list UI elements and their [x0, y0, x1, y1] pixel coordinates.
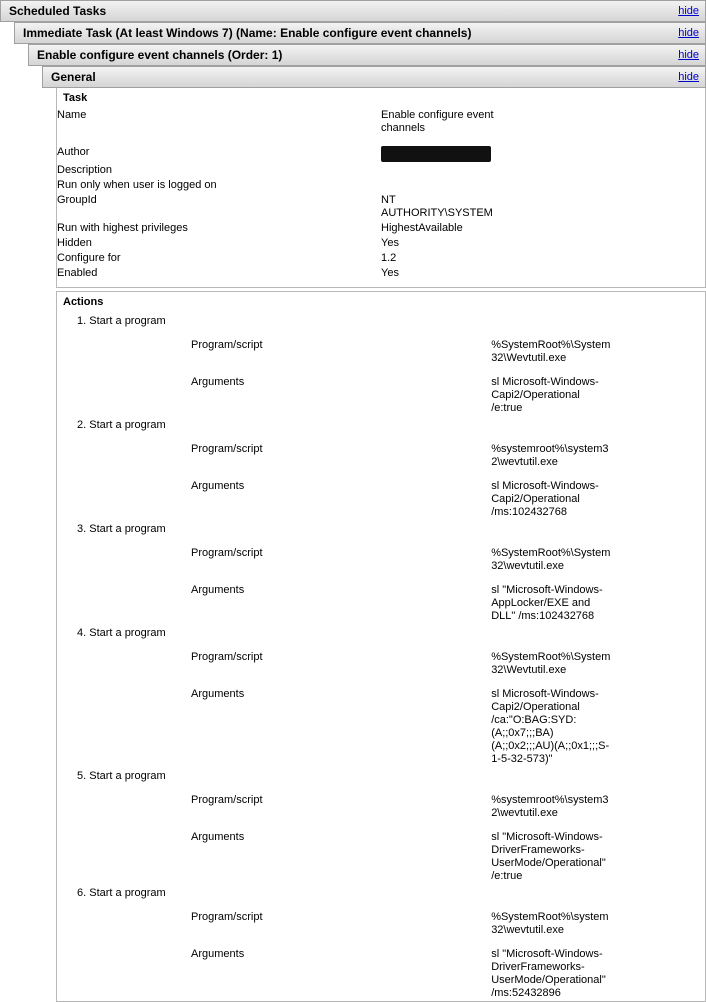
action-value-program-script: [491, 793, 705, 821]
task-value-run-with-highest-privileges: [381, 221, 705, 236]
hide-link-scheduled-tasks[interactable]: hide: [678, 5, 699, 17]
action-value-arguments: [491, 947, 705, 1001]
spacer-row: [57, 938, 705, 947]
action-value-arguments-text: sl "Microsoft-Windows-DriverFrameworks-UserMode/Operational" /ms:52432896: [491, 948, 609, 999]
hide-link-immediate-task[interactable]: hide: [678, 27, 699, 39]
action-properties-table: [57, 784, 705, 884]
section-header-enable-configure: [28, 44, 706, 66]
action-value-program-script-text: %SystemRoot%\system32\wevtutil.exe: [491, 911, 609, 936]
action-value-program-script-text: %systemroot%\system32\wevtutil.exe: [491, 794, 609, 819]
table-row: [57, 830, 705, 884]
action-value-arguments-text: sl "Microsoft-Windows-AppLocker/EXE and DLL" /ms:102432768: [491, 584, 603, 622]
task-value-author: [381, 145, 705, 163]
action-value-arguments: [491, 375, 705, 416]
task-label-configure-for: Configure for: [57, 252, 121, 264]
spacer-row: [57, 433, 705, 442]
table-row: [57, 442, 705, 470]
action-value-arguments-text: sl Microsoft-Windows-Capi2/Operational /e:true: [491, 376, 599, 414]
action-value-arguments: [491, 687, 705, 767]
table-row: [57, 251, 705, 266]
task-label-run-with-highest-privileges: Run with highest privileges: [57, 222, 188, 234]
action-title: 6. Start a program: [77, 887, 166, 899]
spacer-row: [57, 641, 705, 650]
hide-link-enable-configure[interactable]: hide: [678, 49, 699, 61]
action-value-arguments: [491, 830, 705, 884]
action-title: 5. Start a program: [77, 770, 166, 782]
action-title: 4. Start a program: [77, 627, 166, 639]
general-title: General: [51, 70, 96, 84]
task-label-author: Author: [57, 146, 90, 158]
action-value-program-script-text: %SystemRoot%\System32\Wevtutil.exe: [491, 339, 611, 364]
action-label-arguments: Arguments: [191, 376, 245, 388]
spacer-row: [57, 470, 705, 479]
section-header-general: [42, 66, 706, 88]
table-row: [57, 145, 705, 163]
action-label-arguments: Arguments: [191, 480, 245, 492]
task-label-name: Name: [57, 109, 87, 121]
action-value-program-script: [491, 338, 705, 366]
task-value-configure-for-text: 1.2: [381, 252, 397, 264]
table-row: [57, 910, 705, 938]
table-row: [57, 583, 705, 624]
task-label-enabled: Enabled: [57, 267, 98, 279]
action-label-arguments: Arguments: [191, 831, 245, 843]
task-value-groupid: [381, 193, 705, 221]
spacer-row: [57, 329, 705, 338]
action-value-program-script: [491, 442, 705, 470]
table-row: [57, 108, 705, 136]
table-row: [57, 546, 705, 574]
action-label-program-script: Program/script: [191, 547, 263, 559]
redaction-block: [381, 146, 491, 162]
task-value-run-only-when-logged-on: [381, 178, 705, 193]
table-row: [57, 193, 705, 221]
action-label-arguments: Arguments: [191, 584, 245, 596]
table-row: [57, 338, 705, 366]
table-row: [57, 947, 705, 1001]
spacer-row: [57, 901, 705, 910]
action-value-program-script-text: %SystemRoot%\System32\wevtutil.exe: [491, 547, 611, 572]
spacer-row: [57, 366, 705, 375]
task-value-configure-for: [381, 251, 705, 266]
task-label-hidden: Hidden: [57, 237, 92, 249]
action-properties-table: [57, 329, 705, 416]
task-value-name-text: Enable configure event channels: [381, 109, 497, 134]
action-title: 3. Start a program: [77, 523, 166, 535]
actions-panel-heading: Actions: [57, 292, 705, 312]
action-label-program-script: Program/script: [191, 911, 263, 923]
action-value-arguments-text: sl "Microsoft-Windows-DriverFrameworks-UserMode/Operational" /e:true: [491, 831, 609, 882]
table-row: [57, 236, 705, 251]
section-header-scheduled-tasks: [0, 0, 706, 22]
task-value-hidden: [381, 236, 705, 251]
table-row: [57, 793, 705, 821]
task-value-enabled: [381, 266, 705, 281]
action-value-program-script: [491, 910, 705, 938]
action-properties-table: [57, 537, 705, 624]
action-title: 1. Start a program: [77, 315, 166, 327]
table-row: [57, 687, 705, 767]
action-value-program-script-text: %SystemRoot%\System32\Wevtutil.exe: [491, 651, 611, 676]
action-value-program-script-text: %systemroot%\system32\wevtutil.exe: [491, 443, 609, 468]
action-properties-table: [57, 433, 705, 520]
task-panel-heading: Task: [57, 88, 705, 108]
action-value-arguments-text: sl Microsoft-Windows-Capi2/Operational /ca:"O:BAG:SYD:(A;;0x7;;;BA)(A;;0x2;;;AU)(A;;0x1;;;S-1-5-32-573)": [491, 688, 610, 765]
table-row: [57, 163, 705, 178]
spacer-row: [57, 136, 705, 145]
hide-link-general[interactable]: hide: [678, 71, 699, 83]
action-value-arguments-text: sl Microsoft-Windows-Capi2/Operational /ms:102432768: [491, 480, 599, 518]
table-row: [57, 221, 705, 236]
action-properties-table: [57, 641, 705, 767]
table-row: [57, 650, 705, 678]
task-value-name: [381, 108, 705, 136]
action-value-arguments: [491, 479, 705, 520]
spacer-row: [57, 678, 705, 687]
scheduled-tasks-title: Scheduled Tasks: [9, 4, 107, 18]
actions-panel: [56, 291, 706, 1002]
task-value-privileges-text: HighestAvailable: [381, 222, 463, 234]
task-value-hidden-text: Yes: [381, 237, 399, 249]
action-label-program-script: Program/script: [191, 651, 263, 663]
panel-bottom-spacer: [57, 281, 705, 287]
section-header-immediate-task: [14, 22, 706, 44]
immediate-task-title: Immediate Task (At least Windows 7) (Name: Enable configure event channels): [23, 26, 472, 40]
action-label-arguments: Arguments: [191, 948, 245, 960]
enable-configure-title: Enable configure event channels (Order: 1): [37, 48, 283, 62]
action-label-program-script: Program/script: [191, 339, 263, 351]
action-properties-table: [57, 901, 705, 1001]
action-label-arguments: Arguments: [191, 688, 245, 700]
task-label-run-only-when-logged-on: Run only when user is logged on: [57, 179, 217, 191]
task-label-description: Description: [57, 164, 113, 176]
table-row: [57, 178, 705, 193]
action-label-program-script: Program/script: [191, 443, 263, 455]
task-properties-table: [57, 108, 705, 281]
action-value-arguments: [491, 583, 705, 624]
spacer-row: [57, 821, 705, 830]
task-panel: [56, 88, 706, 288]
action-title: 2. Start a program: [77, 419, 166, 431]
table-row: [57, 479, 705, 520]
table-row: [57, 375, 705, 416]
action-value-program-script: [491, 546, 705, 574]
task-value-groupid-text: NT AUTHORITY\SYSTEM: [381, 194, 493, 219]
spacer-row: [57, 537, 705, 546]
spacer-row: [57, 784, 705, 793]
spacer-row: [57, 574, 705, 583]
table-row: [57, 266, 705, 281]
action-value-program-script: [491, 650, 705, 678]
action-label-program-script: Program/script: [191, 794, 263, 806]
task-value-enabled-text: Yes: [381, 267, 399, 279]
task-value-description: [381, 163, 705, 178]
task-label-groupid: GroupId: [57, 194, 97, 206]
